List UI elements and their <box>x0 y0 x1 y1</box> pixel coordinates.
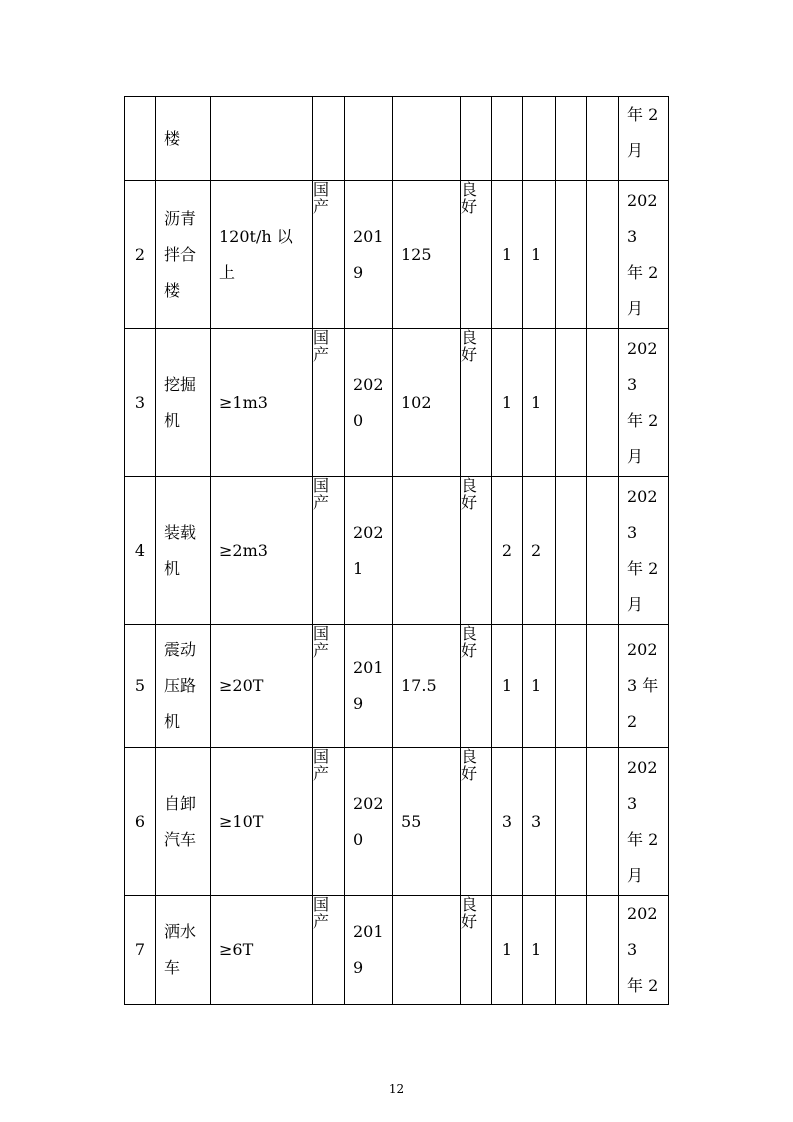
vertical-text <box>313 625 330 659</box>
cell-spec <box>211 896 313 1005</box>
cell-line: 好 <box>461 764 478 783</box>
cell-line: 好 <box>461 641 478 660</box>
cell-lines <box>219 219 312 291</box>
cell-line: 3 <box>627 374 638 394</box>
cell-line: 产 <box>313 493 330 512</box>
cell-qty-b: 3 <box>523 748 556 896</box>
cell-lines <box>219 385 312 421</box>
cell-line: 202 <box>353 374 384 394</box>
cell-col-k <box>587 181 619 329</box>
vertical-text <box>461 329 478 363</box>
cell-line: 3 年 <box>627 676 659 695</box>
cell-date <box>619 477 669 625</box>
cell-spec <box>211 181 313 329</box>
cell-condition <box>461 748 492 896</box>
cell-origin <box>313 896 345 1005</box>
cell-date <box>619 748 669 896</box>
cell-line: 年 2 <box>627 829 659 849</box>
cell-line: ≥20T <box>219 676 264 695</box>
table-row <box>125 329 669 477</box>
table-row <box>125 477 669 625</box>
cell-no: 2 <box>125 181 156 329</box>
cell-lines <box>627 331 668 475</box>
cell-line: 产 <box>313 345 330 364</box>
cell-year <box>345 477 393 625</box>
table-row <box>125 896 669 1005</box>
cell-line: 202 <box>627 190 658 210</box>
cell-qty-a: 1 <box>492 625 523 748</box>
cell-year <box>345 896 393 1005</box>
cell-power: 17.5 <box>393 625 461 748</box>
cell-qty-a: 2 <box>492 477 523 625</box>
cell-qty-a: 1 <box>492 181 523 329</box>
cell-lines <box>164 121 210 157</box>
vertical-text <box>313 181 330 215</box>
cell-name <box>156 329 211 477</box>
cell-no: 3 <box>125 329 156 477</box>
cell-origin <box>313 97 345 181</box>
vertical-text <box>313 329 330 363</box>
cell-origin <box>313 477 345 625</box>
cell-date <box>619 896 669 1005</box>
cell-power: 102 <box>393 329 461 477</box>
cell-line: 3 <box>627 940 638 959</box>
cell-line: 良 <box>461 895 478 914</box>
cell-line: 202 <box>353 793 384 813</box>
vertical-text <box>313 748 330 782</box>
cell-line: 自卸 <box>164 793 197 813</box>
cell-col-k <box>587 896 619 1005</box>
vertical-text <box>313 896 330 930</box>
cell-line: 挖掘 <box>164 374 197 394</box>
cell-lines <box>164 367 210 439</box>
cell-line: 202 <box>627 757 658 777</box>
cell-name <box>156 97 211 181</box>
cell-qty-b: 1 <box>523 329 556 477</box>
cell-line: ≥2m3 <box>219 540 268 560</box>
cell-line: 良 <box>461 476 478 495</box>
cell-origin <box>313 181 345 329</box>
cell-line: 201 <box>353 922 384 941</box>
cell-line: 好 <box>461 493 478 512</box>
cell-col-j <box>556 625 587 748</box>
cell-year <box>345 748 393 896</box>
cell-line: 9 <box>353 694 364 713</box>
cell-power <box>393 97 461 181</box>
cell-col-j <box>556 477 587 625</box>
cell-lines <box>164 786 210 858</box>
cell-line: 年 2 <box>627 976 659 995</box>
cell-spec <box>211 97 313 181</box>
cell-lines <box>353 367 392 439</box>
cell-line: 国 <box>313 476 330 495</box>
cell-line: 楼 <box>164 128 181 148</box>
cell-line: 国 <box>313 747 330 766</box>
cell-lines <box>353 515 392 587</box>
vertical-text <box>313 477 330 511</box>
page-number: 12 <box>388 1082 405 1096</box>
cell-line: 机 <box>164 410 181 430</box>
table-row <box>125 625 669 748</box>
cell-line: 压路 <box>164 676 197 695</box>
cell-name <box>156 748 211 896</box>
cell-line: 好 <box>461 912 478 931</box>
cell-col-j <box>556 97 587 181</box>
cell-line: 0 <box>353 410 364 430</box>
cell-line: 120t/h 以 <box>219 226 293 246</box>
equipment-table <box>124 96 669 1005</box>
cell-col-k <box>587 748 619 896</box>
cell-condition <box>461 181 492 329</box>
cell-line: 201 <box>353 226 384 246</box>
cell-qty-b: 2 <box>523 477 556 625</box>
vertical-text <box>461 625 478 659</box>
cell-origin <box>313 329 345 477</box>
cell-line: 产 <box>313 764 330 783</box>
cell-line: 年 2 <box>627 558 659 578</box>
cell-date <box>619 625 669 748</box>
cell-lines <box>219 804 312 840</box>
cell-power <box>393 896 461 1005</box>
cell-lines <box>219 668 312 704</box>
cell-line: 202 <box>627 904 658 923</box>
cell-lines <box>164 201 210 309</box>
cell-origin <box>313 625 345 748</box>
cell-line: 机 <box>164 558 181 578</box>
cell-line: 9 <box>353 958 364 977</box>
cell-no <box>125 97 156 181</box>
cell-line: 年 2 <box>627 105 659 124</box>
table-row <box>125 181 669 329</box>
cell-line: 月 <box>627 865 644 885</box>
cell-lines <box>353 650 392 722</box>
cell-condition <box>461 625 492 748</box>
cell-line: 良 <box>461 624 478 643</box>
cell-lines <box>353 786 392 858</box>
cell-lines <box>164 632 210 740</box>
cell-origin <box>313 748 345 896</box>
cell-col-j <box>556 896 587 1005</box>
cell-lines <box>627 750 668 894</box>
cell-name <box>156 625 211 748</box>
cell-line: 国 <box>313 328 330 347</box>
cell-line: 年 2 <box>627 410 659 430</box>
cell-line: 月 <box>627 298 644 318</box>
cell-line: 202 <box>627 338 658 358</box>
cell-name <box>156 896 211 1005</box>
cell-power: 55 <box>393 748 461 896</box>
cell-line: 月 <box>627 141 644 160</box>
cell-line: 良 <box>461 747 478 766</box>
cell-name <box>156 181 211 329</box>
cell-line: 产 <box>313 197 330 216</box>
cell-line: 国 <box>313 180 330 199</box>
cell-spec <box>211 329 313 477</box>
cell-line: 202 <box>627 486 658 506</box>
cell-lines <box>219 533 312 569</box>
cell-spec <box>211 748 313 896</box>
cell-col-j <box>556 748 587 896</box>
cell-line: 0 <box>353 829 364 849</box>
table-row <box>125 748 669 896</box>
cell-spec <box>211 625 313 748</box>
cell-line: 月 <box>627 446 644 466</box>
cell-line: 好 <box>461 197 478 216</box>
vertical-text <box>461 748 478 782</box>
cell-year <box>345 97 393 181</box>
cell-line: 9 <box>353 262 364 282</box>
cell-line: 年 2 <box>627 262 659 282</box>
cell-line: 汽车 <box>164 829 197 849</box>
cell-date <box>619 181 669 329</box>
cell-lines <box>627 97 668 169</box>
cell-line: 2 <box>627 712 638 731</box>
cell-col-k <box>587 477 619 625</box>
cell-year <box>345 625 393 748</box>
cell-lines <box>164 515 210 587</box>
cell-line: 沥青 <box>164 208 197 228</box>
cell-line: 良 <box>461 328 478 347</box>
cell-line: 202 <box>353 522 384 542</box>
cell-col-j <box>556 329 587 477</box>
cell-condition <box>461 896 492 1005</box>
cell-qty-a: 1 <box>492 896 523 1005</box>
cell-no: 4 <box>125 477 156 625</box>
cell-qty-a <box>492 97 523 181</box>
cell-lines <box>627 896 668 1004</box>
cell-lines <box>627 183 668 327</box>
cell-qty-a: 3 <box>492 748 523 896</box>
cell-qty-a: 1 <box>492 329 523 477</box>
cell-line: ≥1m3 <box>219 392 268 412</box>
cell-qty-b <box>523 97 556 181</box>
cell-line: 拌合 <box>164 244 197 264</box>
vertical-text <box>461 181 478 215</box>
cell-col-k <box>587 97 619 181</box>
cell-lines <box>219 932 312 968</box>
cell-col-j <box>556 181 587 329</box>
cell-line: 国 <box>313 624 330 643</box>
cell-col-k <box>587 329 619 477</box>
cell-condition <box>461 477 492 625</box>
cell-col-k <box>587 625 619 748</box>
cell-lines <box>353 914 392 986</box>
cell-lines <box>627 632 668 740</box>
cell-date <box>619 329 669 477</box>
cell-no: 7 <box>125 896 156 1005</box>
cell-power: 125 <box>393 181 461 329</box>
cell-line: 装载 <box>164 522 197 542</box>
cell-condition <box>461 97 492 181</box>
cell-line: 车 <box>164 958 181 977</box>
cell-line: 202 <box>627 640 658 659</box>
vertical-text <box>461 896 478 930</box>
cell-spec <box>211 477 313 625</box>
table-row <box>125 97 669 181</box>
cell-line: 1 <box>353 558 364 578</box>
cell-line: 震动 <box>164 640 197 659</box>
cell-line: 国 <box>313 895 330 914</box>
cell-line: 201 <box>353 658 384 677</box>
cell-date <box>619 97 669 181</box>
cell-name <box>156 477 211 625</box>
cell-lines <box>353 219 392 291</box>
cell-line: 月 <box>627 594 644 614</box>
cell-line: 楼 <box>164 280 181 300</box>
cell-year <box>345 329 393 477</box>
cell-no: 5 <box>125 625 156 748</box>
cell-line: 机 <box>164 712 181 731</box>
cell-year <box>345 181 393 329</box>
cell-line: 洒水 <box>164 922 197 941</box>
cell-line: 3 <box>627 522 638 542</box>
cell-line: 上 <box>219 262 236 282</box>
cell-line: 3 <box>627 793 638 813</box>
cell-qty-b: 1 <box>523 896 556 1005</box>
cell-qty-b: 1 <box>523 625 556 748</box>
cell-qty-b: 1 <box>523 181 556 329</box>
cell-condition <box>461 329 492 477</box>
cell-no: 6 <box>125 748 156 896</box>
cell-power <box>393 477 461 625</box>
cell-line: 产 <box>313 641 330 660</box>
cell-line: ≥10T <box>219 811 264 831</box>
cell-line: 好 <box>461 345 478 364</box>
cell-lines <box>164 914 210 986</box>
cell-line: ≥6T <box>219 940 254 959</box>
vertical-text <box>461 477 478 511</box>
cell-lines <box>627 479 668 623</box>
cell-line: 良 <box>461 180 478 199</box>
cell-line: 3 <box>627 226 638 246</box>
cell-line: 产 <box>313 912 330 931</box>
